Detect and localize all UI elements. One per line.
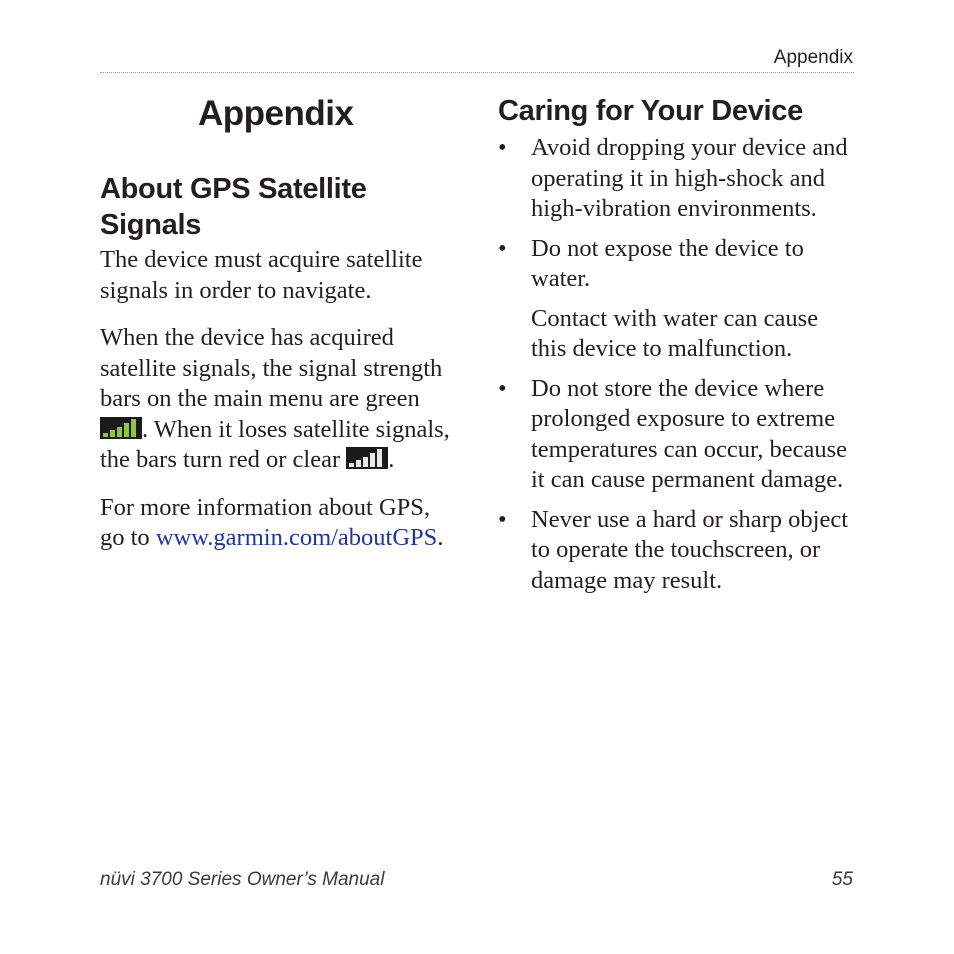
gps-paragraph-2 [100, 323, 460, 476]
care-bullet-item [498, 374, 858, 496]
gps-section-heading: About GPS Satellite Signals [100, 173, 367, 241]
footer-manual-title: nüvi 3700 Series Owner’s Manual [100, 869, 385, 890]
left-column [100, 93, 460, 571]
care-bullet-item [498, 133, 858, 225]
care-bullet-text: Avoid dropping your device and operating it in high-shock and high-vibration environments. [531, 134, 848, 222]
signal-bars-green-icon [100, 417, 142, 439]
gps-paragraph-2-text-c: . [388, 446, 395, 473]
bullet-glyph: • [498, 505, 507, 533]
care-bullet-text: Never use a hard or sharp object to operate the touchscreen, or damage may result. [531, 505, 849, 594]
care-bullet-extra-text: Contact with water can cause this device to malfunction. [531, 304, 819, 362]
header-rule [100, 72, 854, 73]
care-bullet-text: Do not store the device where prolonged exposure to extreme temperatures can occur, because it can cause permanent damage. [531, 374, 847, 493]
footer-page-number: 55 [831, 869, 853, 890]
gps-paragraph-3 [100, 493, 460, 554]
care-bullet-list [498, 133, 858, 596]
bullet-glyph: • [498, 234, 507, 262]
bullet-glyph: • [498, 374, 507, 402]
care-bullet-item [498, 234, 858, 365]
gps-paragraph-2-text-b: . When it loses satellite signals, the bars turn red or clear [100, 415, 450, 473]
running-head: Appendix [773, 47, 853, 68]
care-section-heading: Caring for Your Device [498, 95, 803, 127]
garmin-gps-link[interactable]: www.garmin.com/aboutGPS [155, 524, 438, 551]
gps-paragraph-3-text-a: For more information about GPS, go to [100, 493, 431, 551]
gps-paragraph-2-text-a: When the device has acquired satellite signals, the signal strength bars on the main menu are green [100, 324, 443, 412]
gps-paragraph-3-text-b: . [437, 524, 444, 551]
signal-bars-clear-icon [346, 447, 388, 469]
care-bullet-item [498, 505, 858, 597]
gps-paragraph-1: The device must acquire satellite signals in order to navigate. [100, 246, 423, 304]
bullet-glyph: • [498, 134, 507, 161]
page-title: Appendix [198, 94, 354, 133]
care-bullet-text: Do not expose the device to water. [531, 234, 804, 292]
right-column [498, 93, 858, 605]
